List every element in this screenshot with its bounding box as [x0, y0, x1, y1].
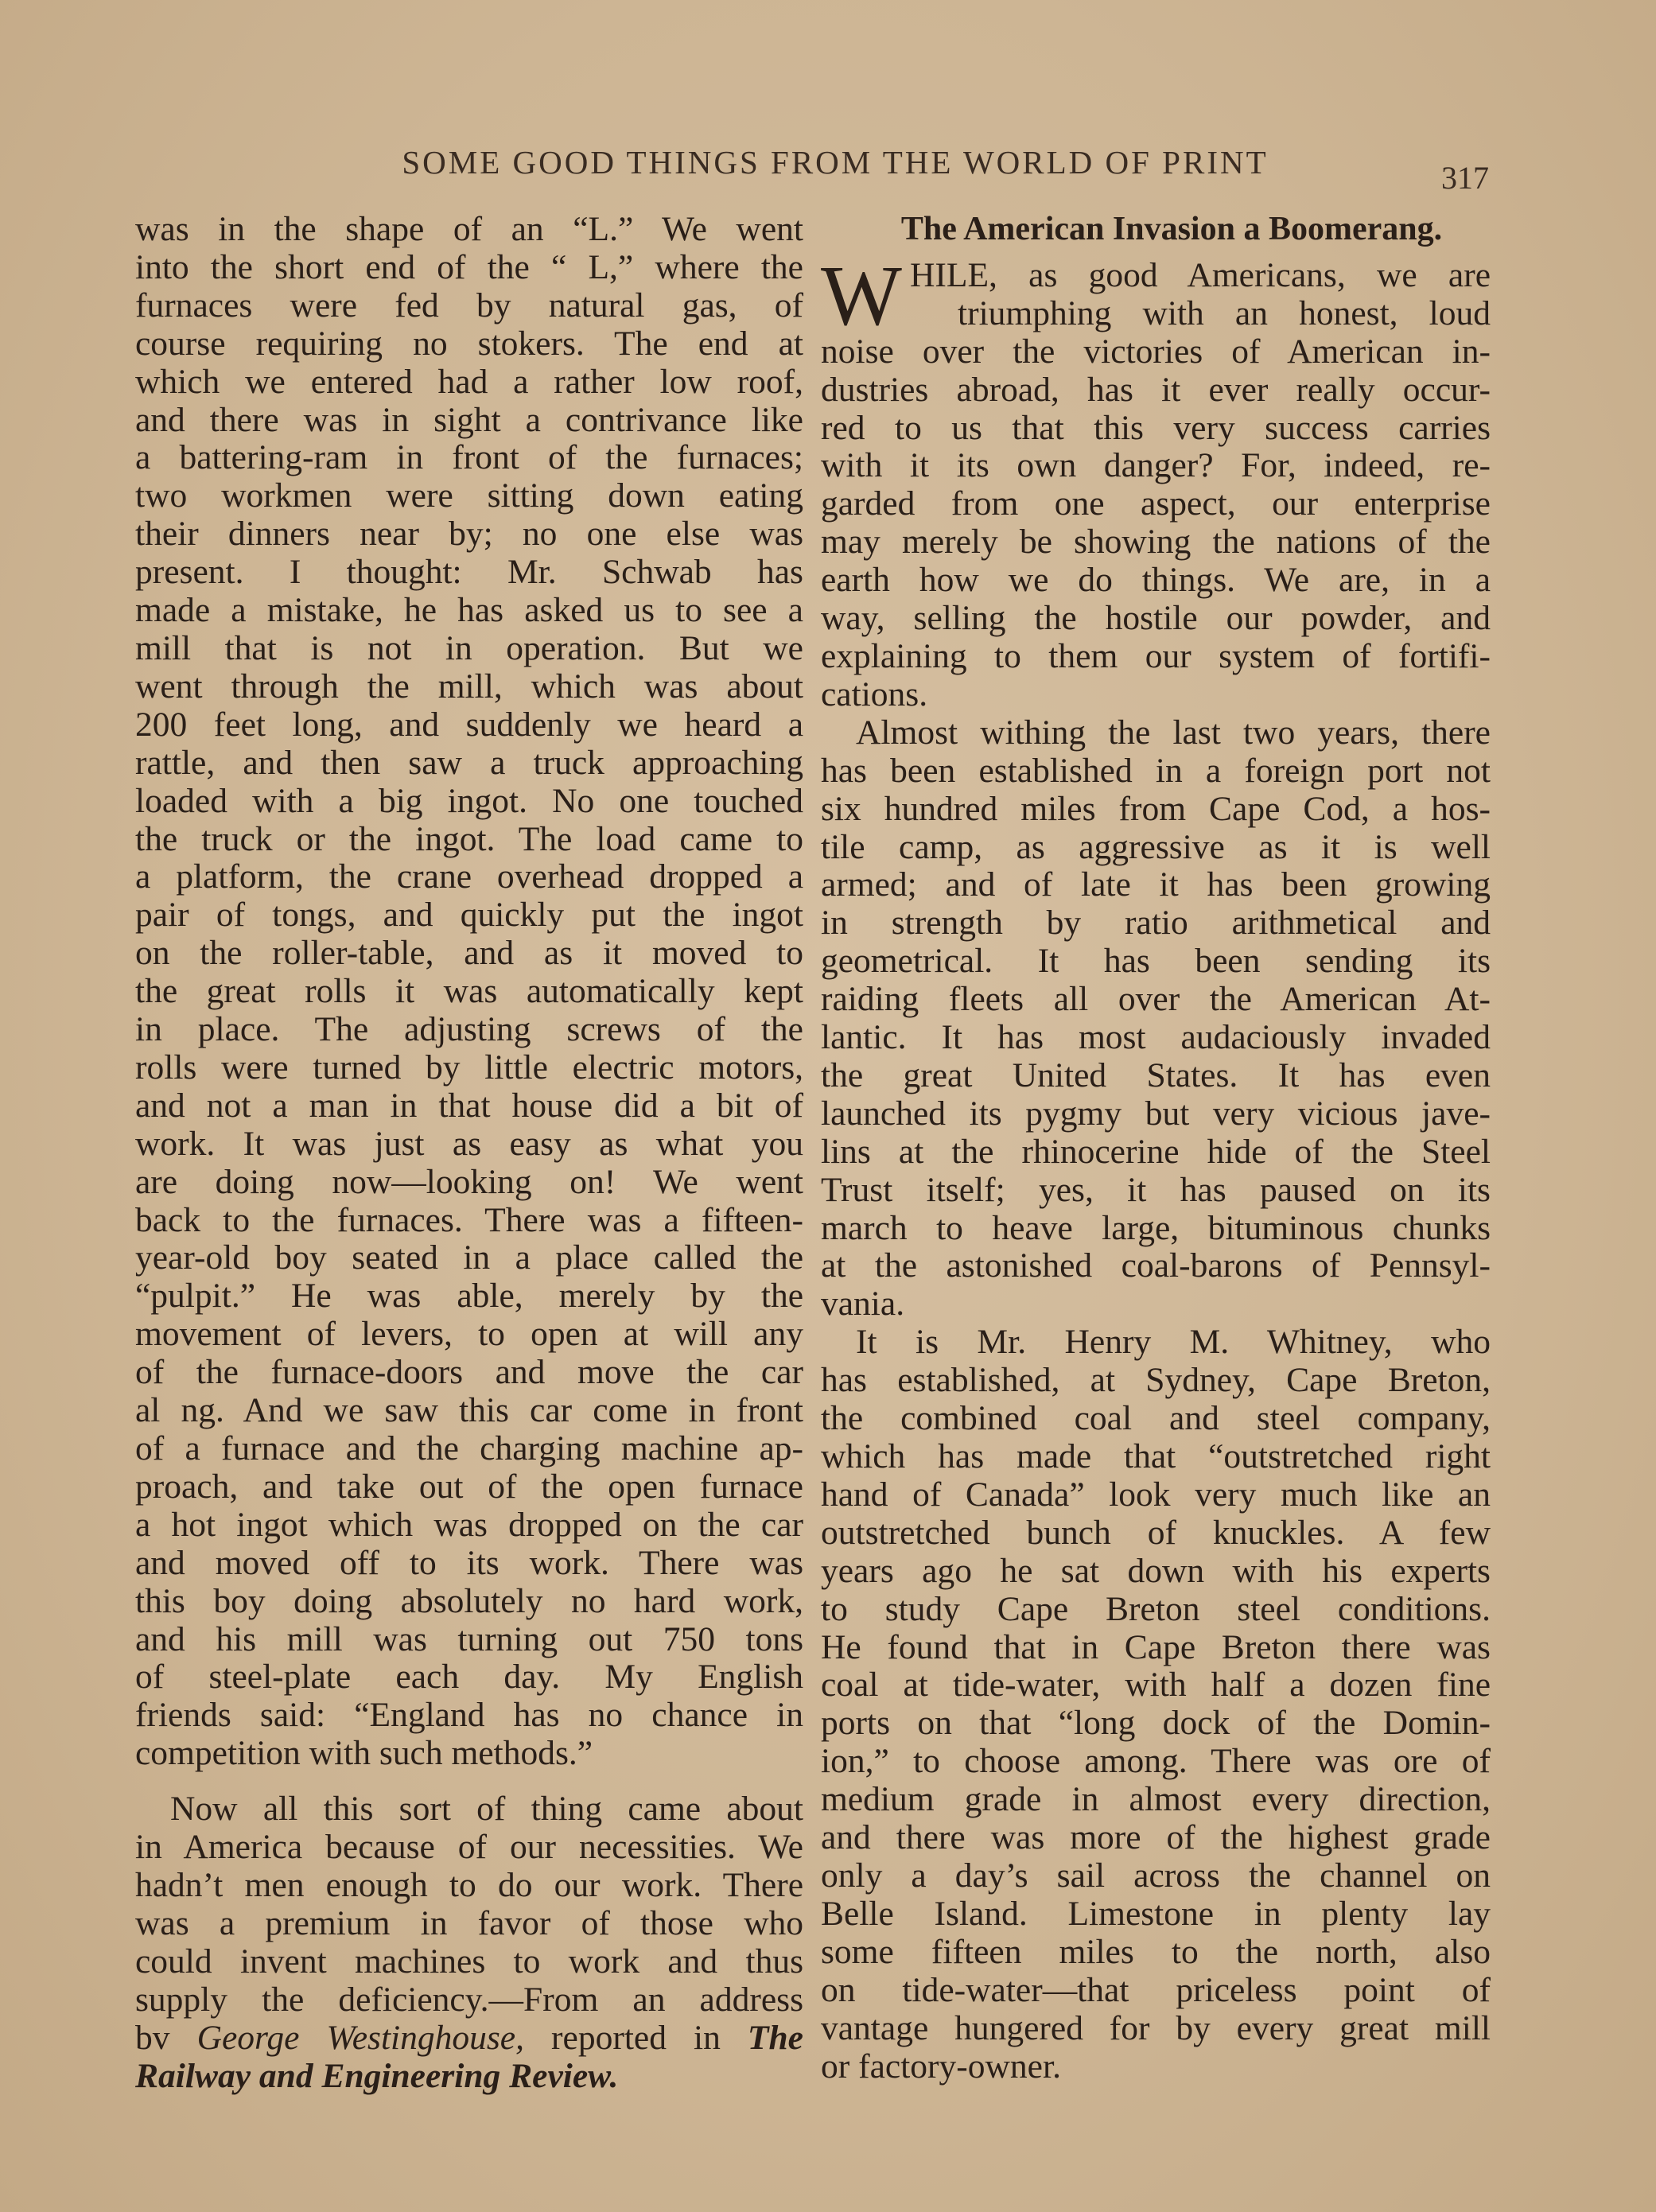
text-line: furnaces were fed by natural gas, of — [135, 286, 803, 325]
text-line: the great United States. It has even — [821, 1055, 1491, 1094]
text-line: the combined coal and steel company, — [821, 1399, 1491, 1438]
text-line: in place. The adjusting screws of the — [135, 1010, 803, 1049]
text-line: was a premium in favor of those who — [135, 1903, 803, 1942]
text-line: has established, at Sydney, Cape Breton, — [821, 1361, 1491, 1400]
text-line: only a day’s sail across the channel on — [821, 1856, 1491, 1895]
text-line: and moved off to its work. There was — [135, 1543, 803, 1582]
text-line: to study Cape Breton steel conditions. — [821, 1589, 1491, 1628]
text-line: movement of levers, to open at will any — [135, 1315, 803, 1354]
text-line: of steel-plate each day. My English — [135, 1658, 803, 1697]
text-line: ion,” to choose among. There was ore of — [821, 1742, 1491, 1781]
page-number: 317 — [1441, 160, 1489, 196]
text-line: medium grade in almost every direction, — [821, 1780, 1491, 1819]
text-line: pair of tongs, and quickly put the ingot — [135, 896, 803, 935]
left-column — [135, 211, 803, 2095]
text-line: into the short end of the “ L,” where the — [135, 247, 803, 286]
credit-publication-a: The — [747, 2018, 803, 2057]
text-line: the truck or the ingot. The load came to — [135, 819, 803, 858]
text-line: supply the deficiency.—From an address — [135, 1980, 803, 2019]
text-line: way, selling the hostile our powder, and — [821, 599, 1491, 638]
text-line: outstretched bunch of knuckles. A few — [821, 1513, 1491, 1552]
text-line: armed; and of late it has been growing — [821, 865, 1491, 904]
text-line: It is Mr. Henry M. Whitney, who — [856, 1323, 1491, 1362]
text-line: loaded with a big ingot. No one touched — [135, 781, 803, 820]
text-line: their dinners near by; no one else was — [135, 515, 803, 554]
text-line: earth how we do things. We are, in a — [821, 561, 1491, 600]
credit-author: George Westinghouse, — [196, 2018, 524, 2057]
text-line: a platform, the crane overhead dropped a — [135, 857, 803, 896]
text-line: on the roller-table, and as it moved to — [135, 934, 803, 973]
text-line: has been established in a foreign port not — [821, 751, 1491, 790]
credit-middle: reported in — [523, 2018, 748, 2057]
text-line: of a furnace and the charging machine ap- — [135, 1429, 803, 1468]
text-line: a battering-ram in front of the furnaces; — [135, 438, 803, 477]
text-line: cations. — [821, 674, 928, 713]
text-line: competition with such methods.” — [135, 1734, 593, 1773]
text-line: made a mistake, he has asked us to see a — [135, 591, 803, 630]
text-line: dustries abroad, has it ever really occur- — [821, 370, 1491, 409]
text-line: with it its own danger? For, indeed, re- — [821, 446, 1491, 485]
text-line: lantic. It has most audaciously invaded — [821, 1018, 1491, 1057]
text-line: vania. — [821, 1285, 905, 1324]
text-line: rolls were turned by little electric motors, — [135, 1048, 803, 1087]
text-line: some fifteen miles to the north, also — [821, 1932, 1491, 1971]
left-paragraph-1 — [135, 211, 803, 1773]
text-line: launched its pygmy but very vicious jave- — [821, 1094, 1491, 1133]
text-line: the great rolls it was automatically kept — [135, 972, 803, 1011]
text-line: explaining to them our system of fortifi- — [821, 636, 1491, 675]
right-paragraph-2 — [821, 714, 1491, 1324]
text-line: lins at the rhinocerine hide of the Steel — [821, 1132, 1491, 1171]
text-line: red to us that this very success carries — [821, 408, 1491, 447]
text-line: which we entered had a rather low roof, — [135, 362, 803, 401]
text-line: He found that in Cape Breton there was — [821, 1627, 1491, 1666]
text-line: years ago he sat down with his experts — [821, 1551, 1491, 1590]
text-line: Almost withing the last two years, there — [856, 713, 1491, 752]
text-line: of the furnace-doors and move the car — [135, 1353, 803, 1392]
text-line: mill that is not in operation. But we — [135, 628, 803, 667]
text-line: in strength by ratio arithmetical and — [821, 904, 1491, 943]
text-line: triumphing with an honest, loud — [958, 294, 1491, 332]
text-line: was in the shape of an “L.” We went — [135, 210, 803, 248]
text-line: and his mill was turning out 750 tons — [135, 1619, 803, 1658]
text-line: rattle, and then saw a truck approaching — [135, 743, 803, 782]
text-line: al ng. And we saw this car come in front — [135, 1391, 803, 1430]
text-line: “pulpit.” He was able, merely by the — [135, 1277, 803, 1316]
text-line: at the astonished coal-barons of Pennsyl- — [821, 1246, 1491, 1285]
text-line: HILE, as good Americans, we are — [910, 255, 1491, 294]
text-line: friends said: “England has no chance in — [135, 1696, 803, 1735]
text-line: back to the furnaces. There was a fifteen- — [135, 1200, 803, 1239]
text-line: march to heave large, bituminous chunks — [821, 1208, 1491, 1247]
article-heading: The American Invasion a Boomerang. — [900, 211, 1443, 247]
text-line: which has made that “outstretched right — [821, 1437, 1491, 1475]
text-line: six hundred miles from Cape Cod, a hos- — [821, 789, 1491, 828]
text-line: tile camp, as aggressive as it is well — [821, 827, 1491, 866]
text-line: Now all this sort of thing came about — [170, 1790, 803, 1829]
drop-cap: W — [821, 248, 902, 344]
text-line: went through the mill, which was about — [135, 667, 803, 706]
text-line: ports on that “long dock of the Domin- — [821, 1704, 1491, 1743]
text-line: noise over the victories of American in- — [821, 332, 1491, 371]
text-line: may merely be showing the nations of the — [821, 523, 1491, 562]
text-line: course requiring no stokers. The end at — [135, 324, 803, 363]
text-line: coal at tide-water, with half a dozen fine — [821, 1666, 1491, 1705]
text-line: work. It was just as easy as what you — [135, 1124, 803, 1163]
text-line: vantage hungered for by every great mill — [821, 2008, 1491, 2047]
text-line: a hot ingot which was dropped on the car — [135, 1505, 803, 1544]
text-line: and not a man in that house did a bit of — [135, 1086, 803, 1125]
text-line: raiding fleets all over the American At- — [821, 980, 1491, 1019]
text-line: proach, and take out of the open furnace — [135, 1467, 803, 1506]
running-head: SOME GOOD THINGS FROM THE WORLD OF PRINT — [402, 144, 1269, 181]
text-line: could invent machines to work and thus — [135, 1942, 803, 1981]
text-line: present. I thought: Mr. Schwab has — [135, 553, 803, 592]
text-line: on tide-water—that priceless point of — [821, 1970, 1491, 2009]
text-line: 200 feet long, and suddenly we heard a — [135, 705, 803, 744]
text-line: in America because of our necessities. We — [135, 1828, 803, 1867]
credit-publication-b: Railway and Engineering Review. — [135, 2056, 619, 2095]
text-line: hand of Canada” look very much like an — [821, 1475, 1491, 1514]
text-line: or factory-owner. — [821, 2047, 1061, 2086]
right-paragraph-1 — [821, 248, 1491, 714]
left-paragraph-2 — [135, 1790, 803, 2095]
credit-line — [135, 2020, 803, 2058]
text-line: year-old boy seated in a place called the — [135, 1238, 803, 1277]
text-line: and there was more of the highest grade — [821, 1818, 1491, 1857]
text-line: Trust itself; yes, it has paused on its — [821, 1170, 1491, 1209]
text-line: two workmen were sitting down eating — [135, 476, 803, 515]
text-line: are doing now—looking on! We went — [135, 1162, 803, 1201]
right-paragraph-3 — [821, 1324, 1491, 2086]
text-line: hadn’t men enough to do our work. There — [135, 1865, 803, 1904]
text-line: garded from one aspect, our enterprise — [821, 484, 1491, 523]
text-line: this boy doing absolutely no hard work, — [135, 1581, 803, 1620]
text-line: and there was in sight a contrivance like — [135, 400, 803, 439]
credit-prefix: bv — [135, 2018, 197, 2057]
text-line: Belle Island. Limestone in plenty lay — [821, 1894, 1491, 1933]
text-line: geometrical. It has been sending its — [821, 942, 1491, 981]
right-column — [821, 211, 1491, 2086]
